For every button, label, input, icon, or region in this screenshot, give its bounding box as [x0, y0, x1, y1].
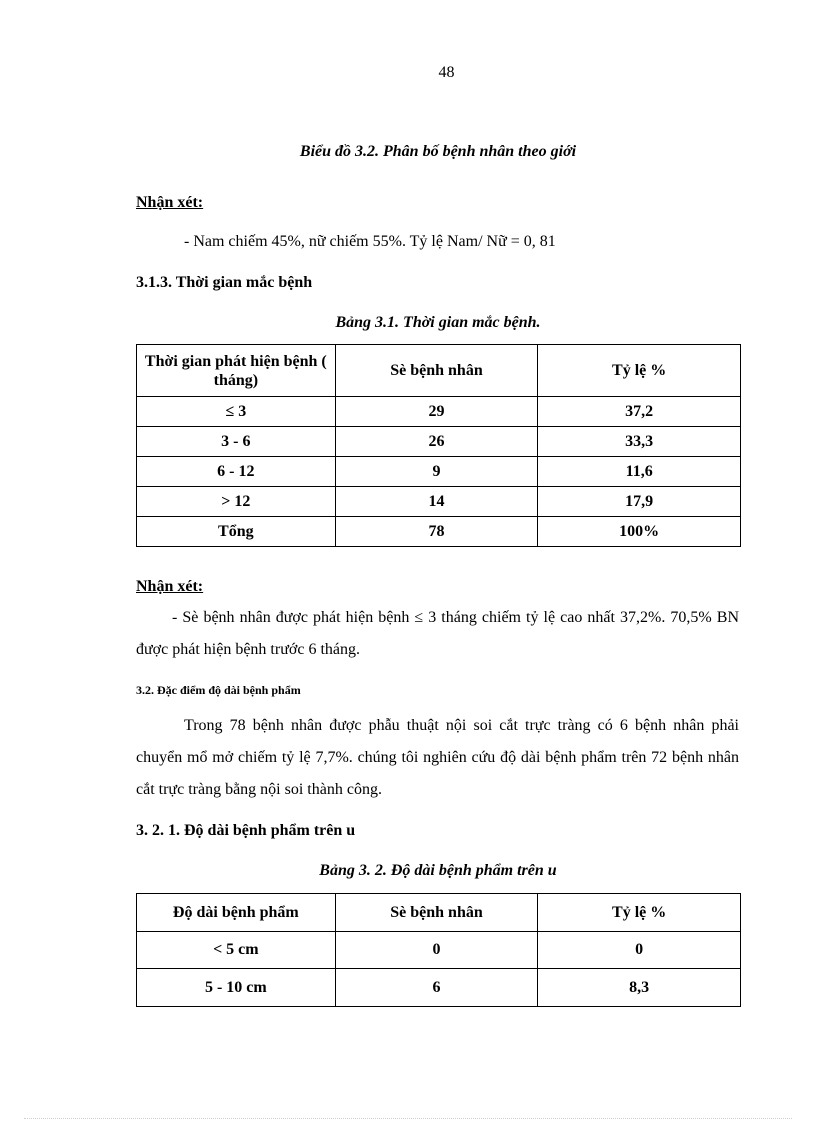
section-heading-3-2: 3.2. Đặc điểm độ dài bệnh phẩm: [136, 683, 301, 697]
page-number: 48: [438, 64, 455, 81]
table-cell: > 12: [137, 487, 336, 517]
table-2-header-row: [137, 894, 741, 932]
table-row: [137, 427, 741, 457]
page-bottom-rule: [24, 1118, 792, 1119]
table-cell: 8,3: [538, 969, 741, 1007]
table-cell: 0: [538, 932, 741, 969]
table-total-row: [137, 517, 741, 547]
section-heading-3-2-1: 3. 2. 1. Độ dài bệnh phẩm trên u: [136, 822, 356, 839]
table-cell: Tổng: [137, 517, 336, 547]
table-cell: 29: [335, 397, 538, 427]
table-cell: 5 - 10 cm: [137, 969, 336, 1007]
chart-caption: Biểu đồ 3.2. Phân bố bệnh nhân theo giới: [299, 143, 577, 160]
table-cell: 17,9: [538, 487, 741, 517]
section-heading-3-1-3: 3.1.3. Thời gian mắc bệnh: [136, 274, 313, 291]
remark-text-2: - Sè bệnh nhân được phát hiện bệnh ≤ 3 tháng chiếm tỷ lệ cao nhất 37,2%. 70,5% BN được phát hiện bệnh trước 6 tháng.: [136, 609, 739, 658]
table-row: [137, 397, 741, 427]
table-row: [137, 487, 741, 517]
table-cell: 3 - 6: [137, 427, 336, 457]
paragraph-3-2: Trong 78 bệnh nhân được phẫu thuật nội soi cắt trực tràng có 6 bệnh nhân phải chuyển mổ mở chiếm tỷ lệ 7,7%. chúng tôi nghiên cứu độ dài bệnh phẩm trên 72 bệnh nhân cắt trực tràng bằng nội soi thành công.: [136, 717, 739, 798]
table-cell: 0: [335, 932, 538, 969]
table-row: [137, 969, 741, 1007]
remark-heading-2: Nhận xét:: [136, 578, 204, 595]
table-1: [136, 344, 741, 547]
table-cell: 78: [335, 517, 538, 547]
table-cell: 6: [335, 969, 538, 1007]
table-row: [137, 932, 741, 969]
table-2: [136, 893, 741, 1007]
table-1-header-cell: Sè bệnh nhân: [335, 345, 538, 397]
table-2-header-cell: Sè bệnh nhân: [335, 894, 538, 932]
table-cell: ≤ 3: [137, 397, 336, 427]
table-cell: 100%: [538, 517, 741, 547]
table-row: [137, 457, 741, 487]
table-1-header-cell: Tỷ lệ %: [538, 345, 741, 397]
table-cell: 6 - 12: [137, 457, 336, 487]
table-2-header-cell: Độ dài bệnh phẩm: [137, 894, 336, 932]
table-1-header-row: [137, 345, 741, 397]
table-cell: 14: [335, 487, 538, 517]
table-2-header-cell: Tỷ lệ %: [538, 894, 741, 932]
table-cell: < 5 cm: [137, 932, 336, 969]
table-cell: 33,3: [538, 427, 741, 457]
table-cell: 11,6: [538, 457, 741, 487]
table-cell: 9: [335, 457, 538, 487]
table-2-caption: Bảng 3. 2. Độ dài bệnh phẩm trên u: [319, 862, 557, 879]
table-cell: 26: [335, 427, 538, 457]
remark-text-1: - Nam chiếm 45%, nữ chiếm 55%. Tỷ lệ Nam/ Nữ = 0, 81: [184, 233, 556, 250]
remark-heading-1: Nhận xét:: [136, 194, 204, 211]
table-1-header-cell: Thời gian phát hiện bệnh ( tháng): [137, 345, 336, 397]
table-cell: 37,2: [538, 397, 741, 427]
table-1-caption: Bảng 3.1. Thời gian mắc bệnh.: [335, 314, 541, 331]
